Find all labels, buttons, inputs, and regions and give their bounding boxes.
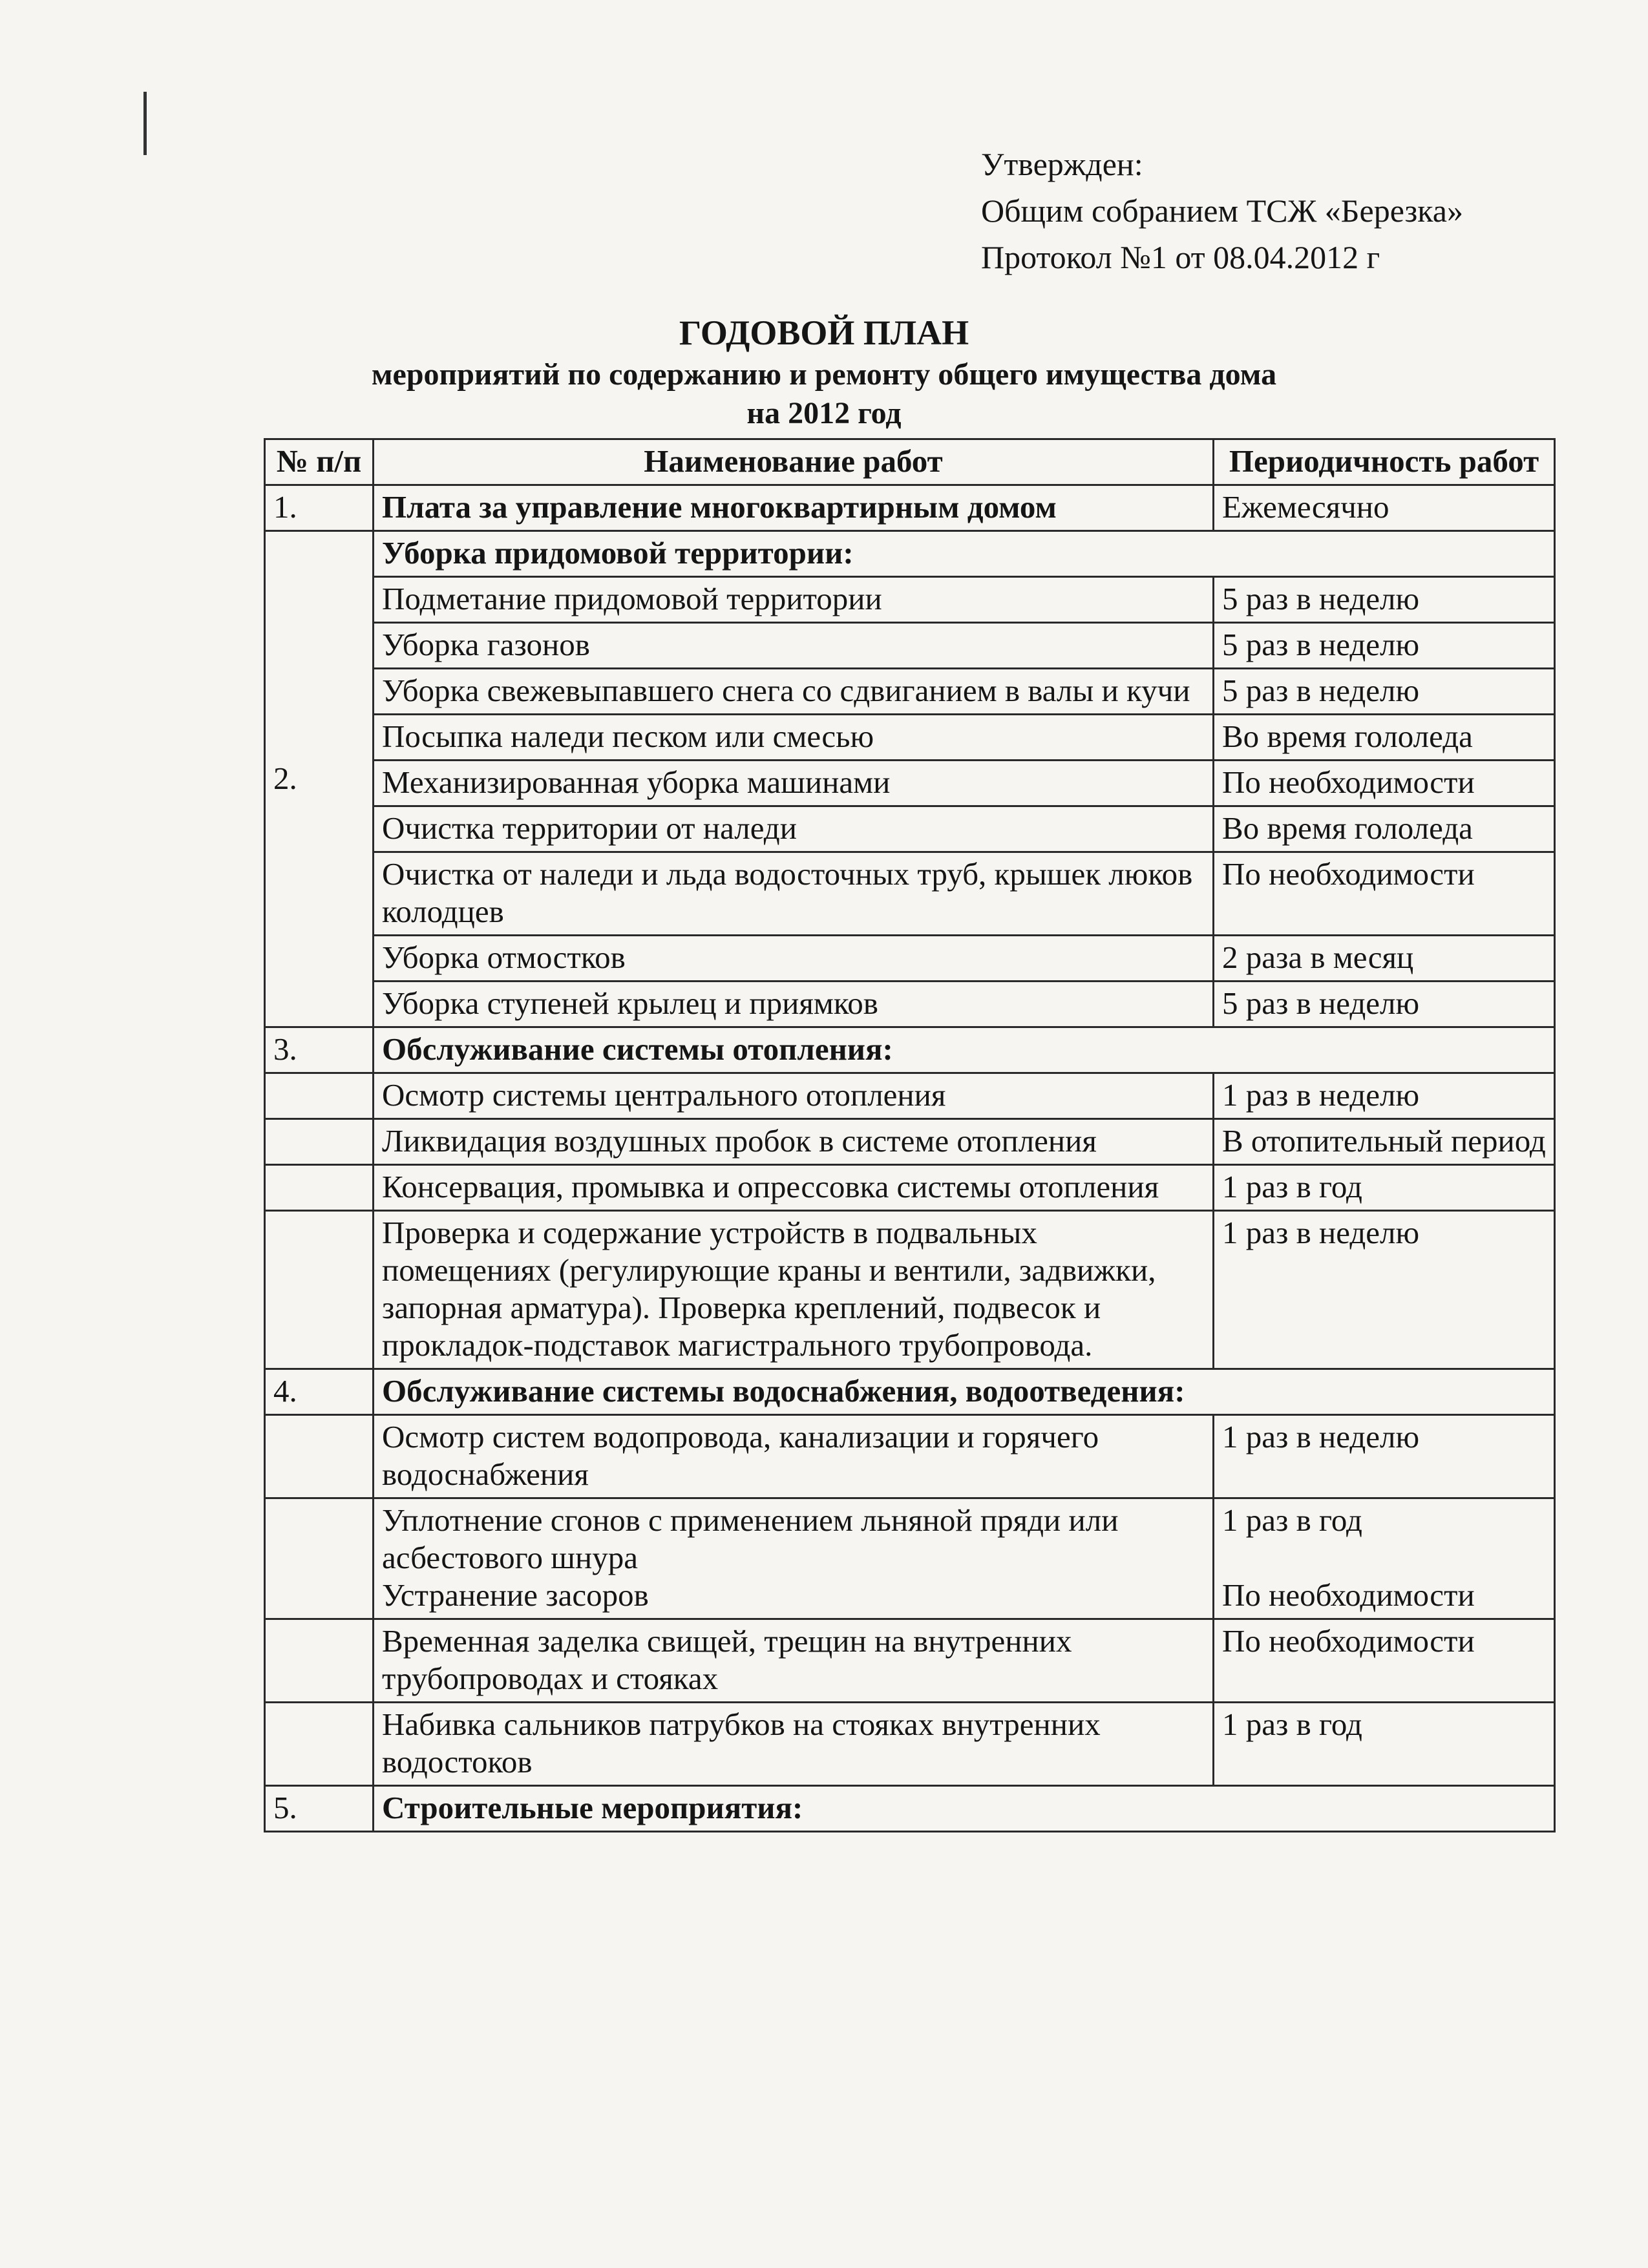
- table-row: [265, 715, 1555, 761]
- section-title: Уборка придомовой территории:: [374, 531, 1555, 577]
- row-name: Набивка сальников патрубков на стояках внутренних водостоков: [374, 1703, 1214, 1786]
- row-num-empty: [265, 1703, 374, 1786]
- title-main: ГОДОВОЙ ПЛАН: [679, 313, 969, 352]
- row-period: [1214, 1498, 1555, 1619]
- row-period: Во время гололеда: [1214, 715, 1555, 761]
- table-row: [265, 1703, 1555, 1786]
- section-header-row: [265, 531, 1555, 577]
- table-row: [265, 1211, 1555, 1369]
- approval-stamp: [981, 141, 1463, 280]
- table-row: [265, 1073, 1555, 1119]
- row-name: Очистка территории от наледи: [374, 806, 1214, 852]
- row-period: 2 раза в месяц: [1214, 936, 1555, 982]
- row-period: 1 раз в неделю: [1214, 1073, 1555, 1119]
- table-row: [265, 982, 1555, 1027]
- row-num: 3.: [265, 1027, 374, 1073]
- row-period: 1 раз в год: [1214, 1703, 1555, 1786]
- row-period: 5 раз в неделю: [1214, 982, 1555, 1027]
- table-row: [265, 485, 1555, 531]
- row-num-empty: [265, 1415, 374, 1498]
- title-year: на 2012 год: [746, 396, 902, 430]
- row-period: Ежемесячно: [1214, 485, 1555, 531]
- row-period: Во время гололеда: [1214, 806, 1555, 852]
- table-row: [265, 936, 1555, 982]
- table-row: [265, 1165, 1555, 1211]
- row-name: [374, 1498, 1214, 1619]
- section-title: Плата за управление многоквартирным домом: [374, 485, 1214, 531]
- row-name: Очистка от наледи и льда водосточных труб, крышек люков колодцев: [374, 852, 1214, 936]
- plan-table: [264, 438, 1556, 1832]
- row-num-empty: [265, 1165, 374, 1211]
- table-row: [265, 852, 1555, 936]
- row-num-empty: [265, 1119, 374, 1165]
- title-subtitle: мероприятий по содержанию и ремонту общего имущества дома: [371, 357, 1277, 392]
- table-row: [265, 1119, 1555, 1165]
- row-num: 2.: [265, 531, 374, 1027]
- row-period-line: По необходимости: [1222, 1577, 1475, 1613]
- table-row: [265, 806, 1555, 852]
- table-row: [265, 669, 1555, 715]
- row-num-empty: [265, 1619, 374, 1703]
- header-num: № п/п: [265, 439, 374, 485]
- row-name: Посыпка наледи песком или смесью: [374, 715, 1214, 761]
- row-name: Консервация, промывка и опрессовка системы отопления: [374, 1165, 1214, 1211]
- row-period: 1 раз в неделю: [1214, 1211, 1555, 1369]
- section-header-row: [265, 1027, 1555, 1073]
- row-period: В отопительный период: [1214, 1119, 1555, 1165]
- row-name: Временная заделка свищей, трещин на внутренних трубопроводах и стояках: [374, 1619, 1214, 1703]
- row-period: По необходимости: [1214, 852, 1555, 936]
- section-title: Строительные мероприятия:: [374, 1786, 1555, 1832]
- row-name: Уборка свежевыпавшего снега со сдвиганием в валы и кучи: [374, 669, 1214, 715]
- table-row: [265, 761, 1555, 806]
- scan-mark: [143, 92, 147, 155]
- row-name: Уборка ступеней крылец и приямков: [374, 982, 1214, 1027]
- row-period: 1 раз в неделю: [1214, 1415, 1555, 1498]
- row-name: Механизированная уборка машинами: [374, 761, 1214, 806]
- row-num: 1.: [265, 485, 374, 531]
- approval-line-2: Общим собранием ТСЖ «Березка»: [981, 193, 1463, 229]
- table-row: [265, 1619, 1555, 1703]
- row-name-line: Устранение засоров: [382, 1577, 649, 1613]
- row-period: 5 раз в неделю: [1214, 623, 1555, 669]
- row-name-line: Уплотнение сгонов с применением льняной пряди или асбестового шнура: [382, 1502, 1119, 1575]
- document-title: [0, 310, 1648, 433]
- table-row: [265, 577, 1555, 623]
- row-period: По необходимости: [1214, 761, 1555, 806]
- header-name: Наименование работ: [374, 439, 1214, 485]
- section-header-row: [265, 1786, 1555, 1832]
- row-num: 5.: [265, 1786, 374, 1832]
- row-num: 4.: [265, 1369, 374, 1415]
- section-header-row: [265, 1369, 1555, 1415]
- table-row: [265, 623, 1555, 669]
- row-num-empty: [265, 1073, 374, 1119]
- row-name: Ликвидация воздушных пробок в системе отопления: [374, 1119, 1214, 1165]
- table-row: [265, 1498, 1555, 1619]
- section-title: Обслуживание системы отопления:: [374, 1027, 1555, 1073]
- approval-line-1: Утвержден:: [981, 146, 1143, 182]
- row-name: Подметание придомовой территории: [374, 577, 1214, 623]
- row-period: 5 раз в неделю: [1214, 577, 1555, 623]
- row-num-empty: [265, 1498, 374, 1619]
- row-name: Проверка и содержание устройств в подвальных помещениях (регулирующие краны и вентили, задвижки, запорная арматура). Проверка креплений, подвесок и прокладок-подставок магистрального трубопровода.: [374, 1211, 1214, 1369]
- section-title: Обслуживание системы водоснабжения, водоотведения:: [374, 1369, 1555, 1415]
- table-row: [265, 1415, 1555, 1498]
- spacer: [1222, 1539, 1546, 1577]
- approval-line-3: Протокол №1 от 08.04.2012 г: [981, 239, 1380, 275]
- row-period: По необходимости: [1214, 1619, 1555, 1703]
- row-name: Уборка отмостков: [374, 936, 1214, 982]
- row-period: 5 раз в неделю: [1214, 669, 1555, 715]
- row-period-line: 1 раз в год: [1222, 1502, 1362, 1538]
- header-period: Периодичность работ: [1214, 439, 1555, 485]
- row-num-empty: [265, 1211, 374, 1369]
- row-name: Уборка газонов: [374, 623, 1214, 669]
- row-name: Осмотр системы центрального отопления: [374, 1073, 1214, 1119]
- row-name: Осмотр систем водопровода, канализации и горячего водоснабжения: [374, 1415, 1214, 1498]
- table-header-row: [265, 439, 1555, 485]
- row-period: 1 раз в год: [1214, 1165, 1555, 1211]
